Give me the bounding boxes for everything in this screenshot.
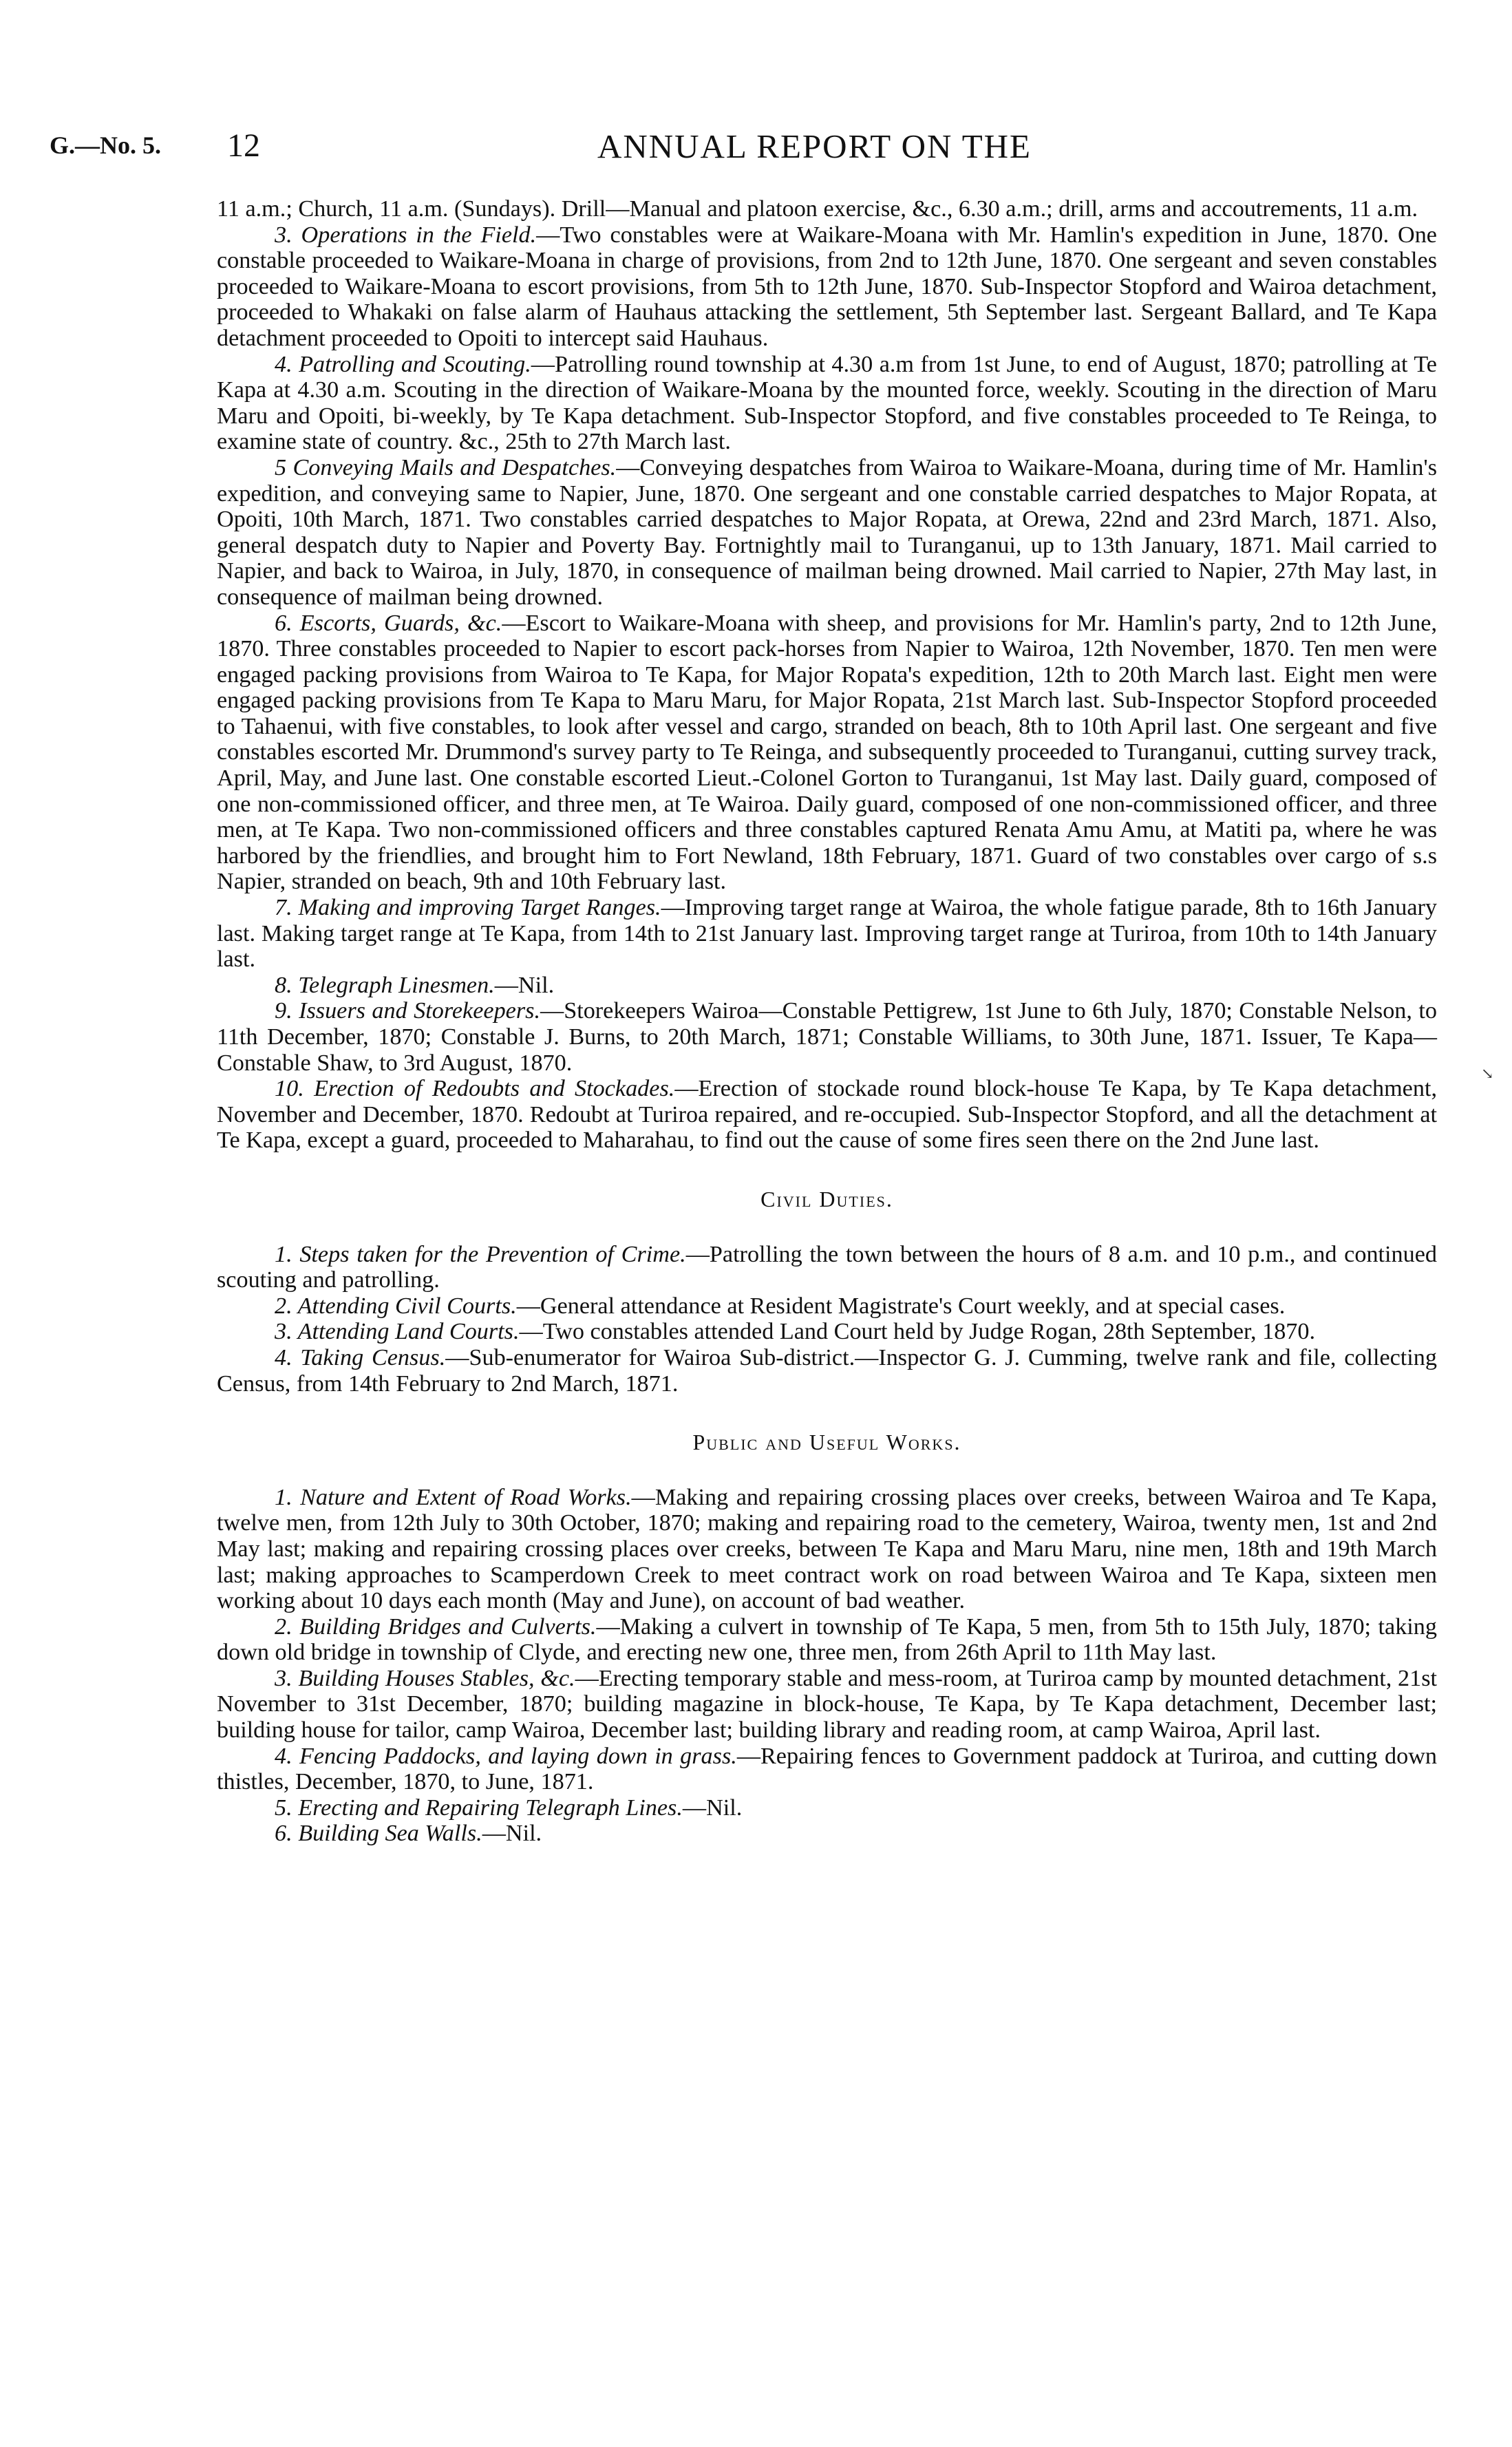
paragraph-census: [217, 1345, 1437, 1397]
paragraph-heading: 7. Making and improving Target Ranges.: [275, 895, 661, 921]
paragraph-heading: 3. Operations in the Field.: [275, 222, 537, 248]
paragraph-road-works: [217, 1485, 1437, 1614]
paragraph-prevention-of-crime: [217, 1242, 1437, 1293]
paragraph-text: —Patrolling round township at 4.30 a.m from 1st June, to end of August, 1870; patrolling at Te Kapa at 4.30 a.m. Scouting in the direction of Waikare-Moana by the mounted force, weekly. Scouting in the direction of Maru Maru and Opoiti, bi-weekly, by Te Kapa detachment. Sub-Inspector Stopford, and five constables proceeded to Te Reinga, to examine state of country. &c., 25th to 27th March last.: [217, 351, 1437, 455]
paragraph-text: 11 a.m.; Church, 11 a.m. (Sundays). Drill—Manual and platoon exercise, &c., 6.30 a.m.; drill, arms and accoutrements, 11 a.m.: [217, 196, 1418, 222]
paragraph-text: —Nil.: [682, 1794, 743, 1821]
paragraph-heading: 5. Erecting and Repairing Telegraph Lines.: [275, 1794, 683, 1821]
paragraph-text: —Storekeepers Wairoa—Constable Pettigrew, 1st June to 6th July, 1870; Constable Nelson, to 11th December, 1870; Constable J. Burns, to 20th March, 1871; Constable Williams, to 30th June, 1871. Issuer, Te Kapa—Constable Shaw, to 3rd August, 1870.: [217, 998, 1437, 1076]
paragraph-houses-stables: [217, 1666, 1437, 1744]
paragraph-heading: 4. Fencing Paddocks, and laying down in grass.: [275, 1743, 737, 1769]
paragraph-escorts-guards: [217, 611, 1437, 896]
paragraph-text: —Patrolling the town between the hours of 8 a.m. and 10 p.m., and continued scouting and patrolling.: [217, 1241, 1437, 1293]
paragraph-issuers-storekeepers: [217, 998, 1437, 1076]
paragraph-heading: 3. Building Houses Stables, &c.: [275, 1665, 575, 1691]
paragraph-heading: 10. Erection of Redoubts and Stockades.: [275, 1076, 675, 1102]
paragraph-text: —Nil.: [494, 972, 555, 998]
paragraph-text: —Erecting temporary stable and mess-room, at Turiroa camp by mounted detachment, 21st November to 31st December, 1870; building magazine in block-house, Te Kapa, by Te Kapa detachment, December last; building house for tailor, camp Wairoa, December last; building library and reading room, at camp Wairoa, April last.: [217, 1665, 1437, 1744]
document-reference: G.—No. 5.: [50, 131, 161, 159]
paragraph-telegraph-linesmen: [217, 973, 1437, 999]
paragraph-telegraph-lines: [217, 1795, 1437, 1821]
paragraph-heading: 8. Telegraph Linesmen.: [275, 972, 495, 998]
paragraph-heading: 6. Escorts, Guards, &c.: [275, 610, 502, 636]
paragraph-text: —Sub-enumerator for Wairoa Sub-district.—Inspector G. J. Cumming, twelve rank and file, collecting Census, from 14th February to 2nd March, 1871.: [217, 1344, 1437, 1397]
paragraph-fencing-paddocks: [217, 1744, 1437, 1795]
margin-mark: ↘: [1481, 1065, 1494, 1082]
paragraph-text: —Erection of stockade round block-house Te Kapa, by Te Kapa detachment, November and December, 1870. Redoubt at Turiroa repaired, and re-occupied. Sub-Inspector Stopford, and all the detachment at Te Kapa, except a guard, proceeded to Maharahau, to find out the cause of some fires seen there on the 2nd June last.: [217, 1076, 1437, 1154]
paragraph-bridges-culverts: [217, 1614, 1437, 1666]
running-title: ANNUAL REPORT ON THE: [597, 127, 1032, 165]
paragraph-patrolling-scouting: [217, 352, 1437, 455]
paragraph-text: —General attendance at Resident Magistrate's Court weekly, and at special cases.: [516, 1293, 1286, 1319]
paragraph-text: —Two constables attended Land Court held by Judge Rogan, 28th September, 1870.: [519, 1319, 1316, 1345]
paragraph-heading: 2. Building Bridges and Culverts.: [275, 1613, 597, 1640]
paragraph-heading: 3. Attending Land Courts.: [275, 1319, 520, 1345]
paragraph-routine: [217, 196, 1437, 222]
section-heading-civil-duties: Civil Duties.: [760, 1186, 893, 1211]
paragraph-text: —Conveying despatches from Wairoa to Waikare-Moana, during time of Mr. Hamlin's expedition, and conveying same to Napier, June, 1870. One sergeant and one constable carried despatches to Major Ropata, at Opoiti, 10th March, 1871. Two constables carried despatches to Major Ropata, at Orewa, 22nd and 23rd March, 1871. Also, general despatch duty to Napier and Poverty Bay. Fortnightly mail to Turanganui, up to 13th January, 1871. Mail carried to Napier, and back to Wairoa, in July, 1870, in consequence of mailman being drowned. Mail carried to Napier, 27th May last, in consequence of mailman being drowned.: [217, 454, 1437, 610]
paragraph-text: —Improving target range at Wairoa, the whole fatigue parade, 8th to 16th January last. Making target range at Te Kapa, from 14th to 21st January last. Improving target range at Turiroa, from 10th to 14th January last.: [217, 895, 1437, 973]
page-header: [0, 125, 1512, 173]
paragraph-heading: 4. Taking Census.: [275, 1344, 446, 1370]
paragraph-text: —Nil.: [482, 1821, 542, 1847]
paragraph-text: —Repairing fences to Government paddock at Turiroa, and cutting down thistles, December, 1870, to June, 1871.: [217, 1743, 1438, 1795]
paragraph-text: —Making a culvert in township of Te Kapa, 5 men, from 5th to 15th July, 1870; taking down old bridge in township of Clyde, and erecting new one, three men, from 26th April to 11th May last.: [217, 1613, 1437, 1666]
paragraph-heading: 9. Issuers and Storekeepers.: [275, 998, 540, 1024]
paragraph-target-ranges: [217, 895, 1437, 973]
paragraph-heading: 5 Conveying Mails and Despatches.: [275, 454, 617, 480]
report-body: [217, 196, 1437, 1847]
page-number: 12: [227, 127, 260, 164]
paragraph-heading: 1. Nature and Extent of Road Works.: [275, 1484, 632, 1510]
paragraph-heading: 4. Patrolling and Scouting.: [275, 351, 531, 377]
paragraph-operations-in-field: [217, 222, 1437, 352]
paragraph-redoubts-stockades: [217, 1076, 1437, 1154]
paragraph-heading: 1. Steps taken for the Prevention of Crime.: [275, 1241, 686, 1267]
paragraph-land-courts: [217, 1319, 1437, 1345]
paragraph-heading: 6. Building Sea Walls.: [275, 1821, 482, 1847]
paragraph-text: —Escort to Waikare-Moana with sheep, and provisions for Mr. Hamlin's party, 2nd to 12th June, 1870. Three constables proceeded to Napier to escort pack-horses from Napier to Wairoa, 12th November, 1870. Ten men were engaged packing provisions from Wairoa to Te Kapa, for Major Ropata's expedition, 12th to 20th March last. Eight men were engaged packing provisions from Te Kapa to Maru Maru, for Major Ropata, 21st March last. Sub-Inspector Stopford proceeded to Tahaenui, with five constables, to look after vessel and cargo, stranded on beach, 8th to 10th April last. One sergeant and five constables escorted Mr. Drummond's survey party to Te Reinga, and subsequently proceeded to Turanganui, cutting survey track, April, May, and June last. One constable escorted Lieut.-Colonel Gorton to Turanganui, 1st May last. Daily guard, composed of one non-commissioned officer, and three men, at Te Wairoa. Daily guard, composed of one non-commissioned officer, and three men, at Te Kapa. Two non-commissioned officers and three constables captured Renata Amu Amu, at Matiti pa, where he was harbored by the friendlies, and brought him to Fort Newland, 18th February, 1871. Guard of two constables over cargo of s.s Napier, stranded on beach, 9th and 10th February last.: [217, 610, 1437, 895]
paragraph-text: —Two constables were at Waikare-Moana with Mr. Hamlin's expedition in June, 1870. One constable proceeded to Waikare-Moana in charge of provisions, from 2nd to 12th June, 1870. One sergeant and seven constables proceeded to Waikare-Moana to escort provisions, from 5th to 12th June, 1870. Sub-Inspector Stopford and Wairoa detachment, proceeded to Whakaki on false alarm of Hauhaus attacking the settlement, 5th September last. Sergeant Ballard, and Te Kapa detachment proceeded to Opoiti to intercept said Hauhaus.: [217, 222, 1437, 351]
paragraph-civil-courts: [217, 1293, 1437, 1320]
paragraph-text: —Making and repairing crossing places over creeks, between Wairoa and Te Kapa, twelve men, from 12th July to 30th October, 1870; making and repairing road to the cemetery, Wairoa, twenty men, 1st and 2nd May last; making and repairing crossing places over creeks, between Te Kapa and Maru Maru, nine men, 18th and 19th March last; making approaches to Scamperdown Creek to meet contract work on road between Wairoa and Te Kapa, sixteen men working about 10 days each month (May and June), on account of bad weather.: [217, 1484, 1437, 1614]
paragraph-heading: 2. Attending Civil Courts.: [275, 1293, 517, 1319]
section-heading-public-works: Public and Useful Works.: [692, 1430, 961, 1455]
paragraph-sea-walls: [217, 1821, 1437, 1847]
paragraph-mails-despatches: [217, 455, 1437, 611]
